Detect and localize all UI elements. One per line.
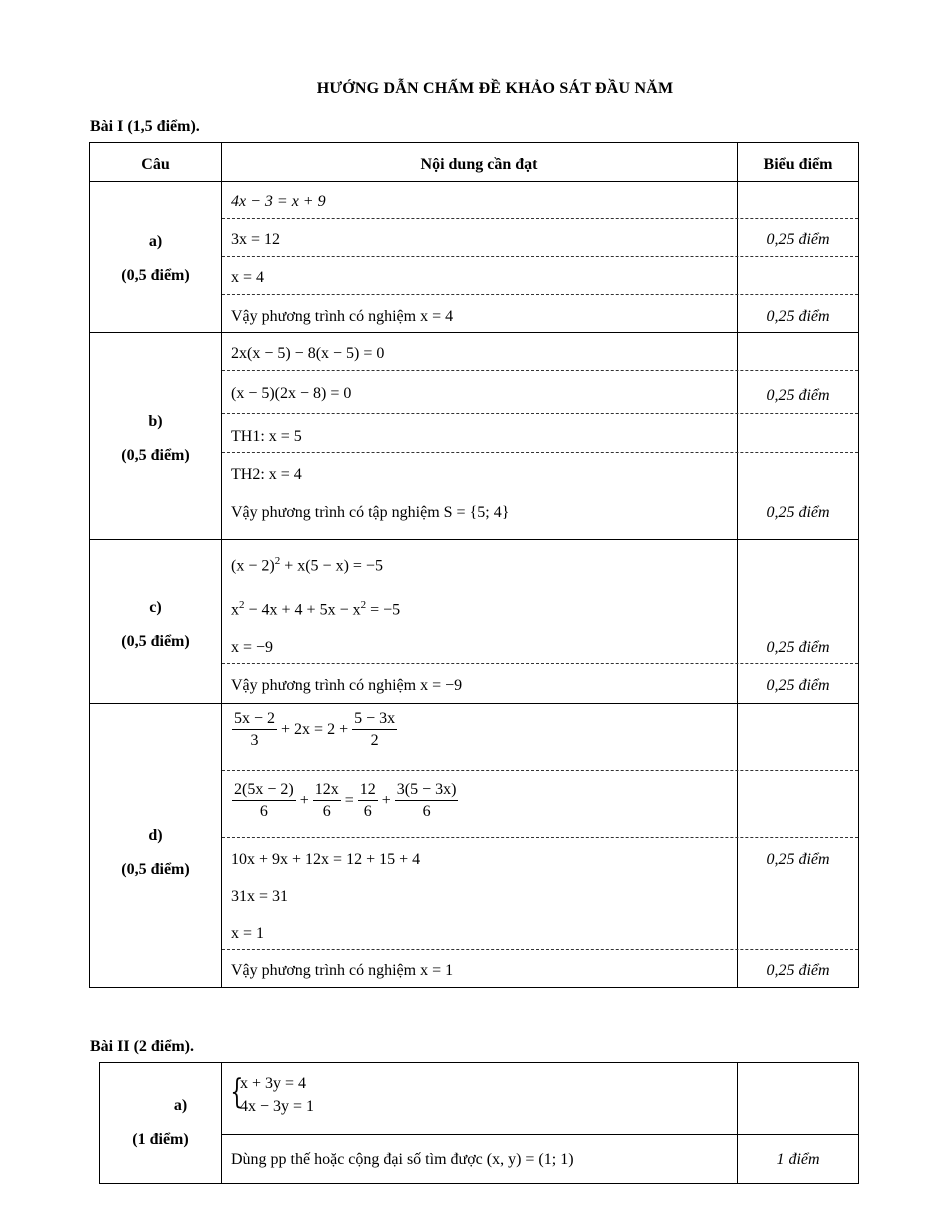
header-bieu-diem: Biểu điểm: [763, 156, 833, 173]
fraction: $\frac{12x}{6}$: [314, 781, 339, 820]
part-b-line-3: TH1: x = 5: [231, 428, 302, 445]
row-divider: [90, 181, 858, 182]
system-equation-1: x + 3y = 4: [240, 1075, 307, 1092]
dashed-divider: [222, 452, 858, 453]
part-b-score-2: 0,25 điểm: [766, 504, 830, 521]
system-equation-2: 4x − 3y = 1: [240, 1098, 315, 1115]
part-b-label: b) (0,5 điểm): [121, 413, 190, 464]
part-d-line-3: x = 1: [231, 925, 265, 942]
fraction: $\frac{2(5x - 2)}{6}$: [234, 781, 294, 820]
part-a-label: a) (0,5 điểm): [121, 233, 190, 284]
dashed-divider: [222, 949, 858, 950]
part-d-line-4: Vậy phương trình có nghiệm x = 1: [231, 962, 454, 979]
grading-table-bai1: [89, 142, 859, 988]
part-d-score-1: 0,25 điểm: [766, 851, 830, 868]
part-c-line-2: $x^2 - 4x + 4 + 5x - x^2 = -5$: [231, 599, 401, 619]
part-a-score-2: 0,25 điểm: [766, 308, 830, 325]
dashed-divider: [222, 218, 858, 219]
part-d-equation-1: $\frac{5x - 2}{3}$ + 2x = 2 + $\frac{5 - 3x}{2}$: [234, 710, 396, 749]
grading-table-bai2: [99, 1062, 859, 1184]
part-c-score-2: 0,25 điểm: [766, 677, 830, 694]
header-noi-dung: Nội dung cần đạt: [420, 156, 538, 173]
bai2-part-a-label: a) (1 điểm): [132, 1097, 189, 1148]
section-heading-bai2: Bài II (2 điểm).: [90, 1038, 194, 1055]
row-divider: [90, 539, 858, 540]
part-a-line-3: x = 4: [231, 269, 265, 286]
part-b-score-1: 0,25 điểm: [766, 387, 830, 404]
part-c-score-1: 0,25 điểm: [766, 639, 830, 656]
dashed-divider: [222, 837, 858, 838]
dashed-divider: [222, 413, 858, 414]
system-brace: {: [230, 1072, 244, 1112]
dashed-divider: [222, 370, 858, 371]
header-cau: Câu: [141, 156, 170, 173]
part-d-score-2: 0,25 điểm: [766, 962, 830, 979]
part-a-line-2: 3x = 12: [231, 231, 281, 248]
part-c-line-3: x = −9: [231, 639, 274, 656]
part-a-line-1: 4x − 3 = x + 9: [231, 193, 326, 210]
part-d-label: d) (0,5 điểm): [121, 827, 190, 878]
part-d-line-2: 31x = 31: [231, 888, 289, 905]
dashed-divider: [222, 294, 858, 295]
part-b-line-2: (x − 5)(2x − 8) = 0: [231, 385, 352, 402]
section-heading-bai1: Bài I (1,5 điểm).: [90, 118, 200, 135]
fraction: $\frac{12}{6}$: [359, 781, 376, 820]
part-a-score-1: 0,25 điểm: [766, 231, 830, 248]
dashed-divider: [222, 256, 858, 257]
fraction: $\frac{5x - 2}{3}$: [234, 710, 276, 749]
part-c-label: c) (0,5 điểm): [121, 599, 190, 650]
fraction: $\frac{5 - 3x}{2}$: [354, 710, 396, 749]
part-d-equation-2: $\frac{2(5x - 2)}{6}$ + $\frac{12x}{6}$ = $\frac{12}{6}$ + $\frac{3(5 - 3x)}{6}$: [234, 781, 457, 820]
part-c-line-1: $(x - 2)^2 + x(5 - x) = -5$: [231, 555, 383, 575]
part-b-line-1: 2x(x − 5) − 8(x − 5) = 0: [231, 345, 385, 362]
fraction: $\frac{3(5 - 3x)}{6}$: [396, 781, 457, 820]
row-divider: [90, 332, 858, 333]
part-d-line-1: 10x + 9x + 12x = 12 + 15 + 4: [231, 851, 421, 868]
column-divider: [221, 143, 222, 987]
page-title: HƯỚNG DẪN CHẤM ĐỀ KHẢO SÁT ĐẦU NĂM: [316, 80, 674, 97]
row-divider: [90, 703, 858, 704]
dashed-divider: [222, 663, 858, 664]
part-b-line-5: Vậy phương trình có tập nghiệm S = {5; 4}: [231, 504, 510, 521]
part-a-line-4: Vậy phương trình có nghiệm x = 4: [231, 308, 454, 325]
part-c-line-4: Vậy phương trình có nghiệm x = −9: [231, 677, 463, 694]
column-divider: [221, 1063, 222, 1183]
bai2-part-a-score: 1 điểm: [776, 1151, 820, 1168]
row-divider: [222, 1134, 858, 1135]
dashed-divider: [222, 770, 858, 771]
bai2-part-a-solution: Dùng pp thế hoặc cộng đại số tìm được (x, y) = (1; 1): [231, 1151, 574, 1168]
part-b-line-4: TH2: x = 4: [231, 466, 302, 483]
